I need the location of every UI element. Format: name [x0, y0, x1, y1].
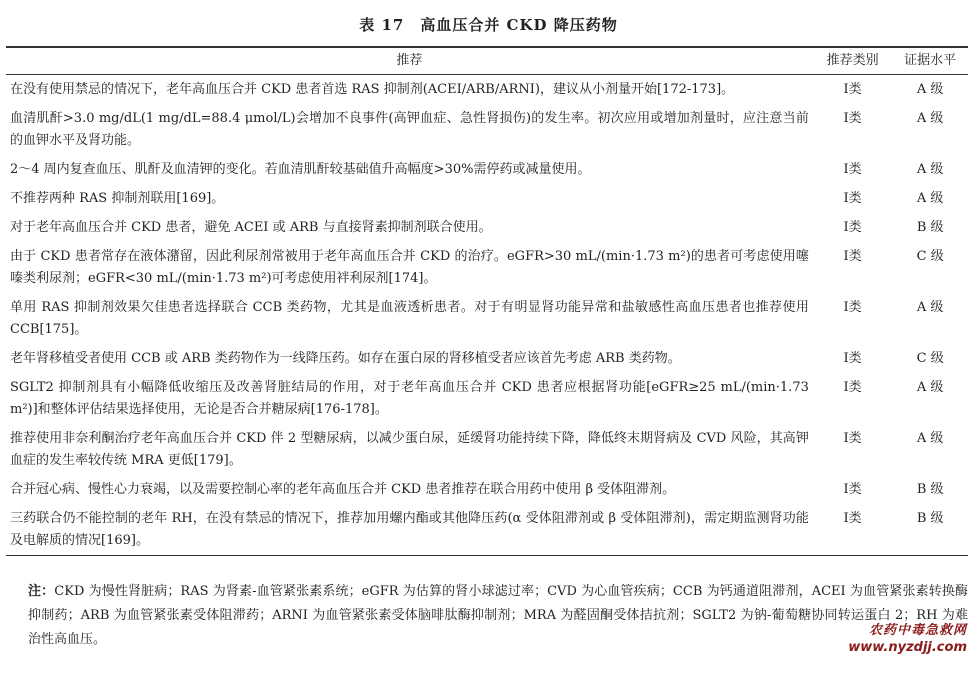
class-cell: Ⅰ类	[843, 162, 862, 177]
note-label: 注：	[28, 584, 55, 599]
level-cell: B 级	[916, 482, 944, 497]
table-row	[6, 504, 968, 556]
class-cell: Ⅰ类	[843, 82, 862, 97]
level-cell: A 级	[916, 82, 944, 97]
table-row	[6, 104, 968, 155]
class-cell: Ⅰ类	[843, 351, 862, 366]
class-cell: Ⅰ类	[843, 191, 862, 206]
header-level: 证据水平	[892, 47, 968, 75]
level-cell: A 级	[916, 162, 944, 177]
recommendation-cell: 在没有使用禁忌的情况下，老年高血压合并 CKD 患者首选 RAS 抑制剂(ACEI/ARB/ARNI)，建议从小剂量开始[172-173]。	[10, 82, 735, 97]
class-cell: Ⅰ类	[843, 380, 862, 395]
recommendation-table	[6, 46, 968, 556]
level-cell: A 级	[916, 380, 944, 395]
header-class: 推荐类别	[813, 47, 893, 75]
table-body	[6, 75, 968, 556]
recommendation-cell: SGLT2 抑制剂具有小幅降低收缩压及改善肾脏结局的作用，对于老年高血压合并 CKD 患者应根据肾功能[eGFR≥25 mL/(min·1.73 m²)]和整体评估结果选择使用，无论是否合并糖尿病[176-178]。	[10, 380, 809, 417]
class-cell: Ⅰ类	[843, 300, 862, 315]
recommendation-cell: 对于老年高血压合并 CKD 患者，避免 ACEI 或 ARB 与直接肾素抑制剂联合使用。	[10, 220, 492, 235]
class-cell: Ⅰ类	[843, 249, 862, 264]
table-note	[28, 580, 968, 652]
class-cell: Ⅰ类	[813, 504, 893, 556]
table-title: 表 17 高血压合并 CKD 降压药物	[359, 16, 618, 34]
watermark-url: www.nyzdjj.com	[848, 640, 967, 655]
class-cell: Ⅰ类	[843, 111, 862, 126]
table-row	[6, 373, 968, 424]
level-cell: A 级	[916, 191, 944, 206]
watermark-title: 农药中毒急救网	[868, 623, 967, 638]
note-text: CKD 为慢性肾脏病；RAS 为肾素-血管紧张素系统；eGFR 为估算的肾小球滤过率；CVD 为心血管疾病；CCB 为钙通道阻滞剂，ACEI 为血管紧张素转换酶抑制药；ARB 为血管紧张素受体阻滞药；ARNI 为血管紧张素受体脑啡肽酶抑制剂；MRA 为醛固酮受体拮抗剂；SGLT2 为钠-葡萄糖协同转运蛋白 2；RH 为难治性高血压。	[28, 584, 968, 647]
table-row	[6, 75, 968, 105]
table-row	[6, 242, 968, 293]
table-header-row	[6, 47, 968, 75]
level-cell: B 级	[916, 220, 944, 235]
class-cell: Ⅰ类	[843, 220, 862, 235]
class-cell: Ⅰ类	[843, 431, 862, 446]
table-row	[6, 344, 968, 373]
recommendation-cell: 单用 RAS 抑制剂效果欠佳患者选择联合 CCB 类药物，尤其是血液透析患者。对于有明显肾功能异常和盐敏感性高血压患者也推荐使用 CCB[175]。	[10, 300, 809, 337]
header-recommendation: 推荐	[6, 47, 813, 75]
table-row	[6, 424, 968, 475]
level-cell: A 级	[916, 431, 944, 446]
level-cell: A 级	[916, 111, 944, 126]
recommendation-cell: 由于 CKD 患者常存在液体潴留，因此利尿剂常被用于老年高血压合并 CKD 的治疗。eGFR>30 mL/(min·1.73 m²)的患者可考虑使用噻嗪类利尿剂；eGFR<30 mL/(min·1.73 m²)可考虑使用袢利尿剂[174]。	[10, 249, 809, 286]
table-row	[6, 155, 968, 184]
recommendation-cell: 推荐使用非奈利酮治疗老年高血压合并 CKD 伴 2 型糖尿病，以减少蛋白尿，延缓肾功能持续下降，降低终末期肾病及 CVD 风险，其高钾血症的发生率较传统 MRA 更低[179]。	[10, 431, 809, 468]
recommendation-cell: 老年肾移植受者使用 CCB 或 ARB 类药物作为一线降压药。如存在蛋白尿的肾移植受者应该首先考虑 ARB 类药物。	[10, 351, 681, 366]
table-row	[6, 293, 968, 344]
table-row	[6, 475, 968, 504]
recommendation-cell: 合并冠心病、慢性心力衰竭，以及需要控制心率的老年高血压合并 CKD 患者推荐在联合用药中使用 β 受体阻滞剂。	[10, 482, 676, 497]
level-cell: C 级	[916, 249, 944, 264]
table-row	[6, 213, 968, 242]
table-row	[6, 184, 968, 213]
recommendation-cell: 2～4 周内复查血压、肌酐及血清钾的变化。若血清肌酐较基础值升高幅度>30%需停药或减量使用。	[10, 162, 591, 177]
recommendation-cell: 血清肌酐>3.0 mg/dL(1 mg/dL=88.4 μmol/L)会增加不良事件(高钾血症、急性肾损伤)的发生率。初次应用或增加剂量时，应注意当前的血钾水平及肾功能。	[10, 111, 809, 148]
recommendation-cell: 三药联合仍不能控制的老年 RH，在没有禁忌的情况下，推荐加用螺内酯或其他降压药(α 受体阻滞剂或 β 受体阻滞剂)，需定期监测肾功能及电解质的情况[169]。	[6, 504, 813, 556]
level-cell: C 级	[916, 351, 944, 366]
level-cell: B 级	[892, 504, 968, 556]
level-cell: A 级	[916, 300, 944, 315]
class-cell: Ⅰ类	[843, 482, 862, 497]
recommendation-cell: 不推荐两种 RAS 抑制剂联用[169]。	[10, 191, 225, 206]
